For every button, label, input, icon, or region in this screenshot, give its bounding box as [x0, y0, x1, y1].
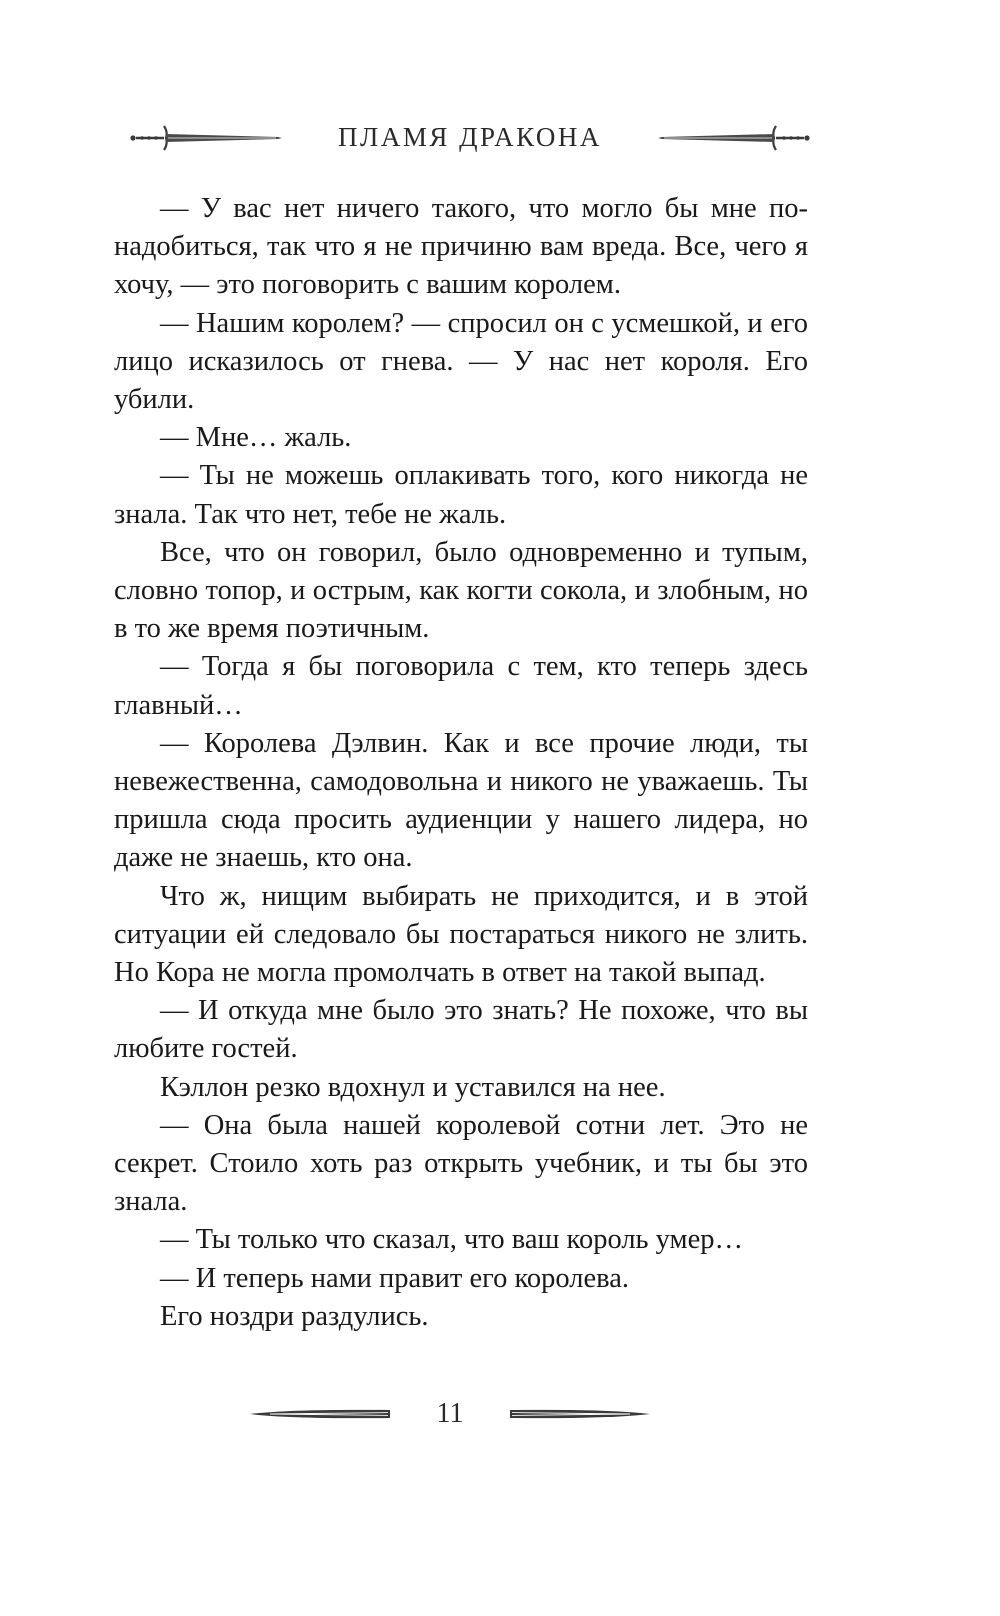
paragraph: Что ж, нищим выбирать не приходится, и в этой ситуации ей следовало бы постараться никого не злить. Но Кора не могла промолчать в ответ на такой выпад.: [114, 880, 808, 989]
paragraph: — Она была нашей королевой сотни лет. Это не секрет. Стоило хоть раз открыть учебник, и ты бы это знала.: [114, 1109, 808, 1218]
book-title: ПЛАМЯ ДРАКОНА: [338, 122, 602, 152]
running-header: [130, 118, 810, 158]
paragraph: — Ты не можешь оплакивать того, кого никогда не знала. Так что нет, тебе не жаль.: [114, 460, 808, 530]
page-number: 11: [436, 1398, 464, 1429]
paragraph: Кэллон резко вдохнул и уставился на нее.: [160, 1071, 666, 1103]
paragraph: — И откуда мне было это знать? Не похоже, что вы любите гостей.: [114, 995, 808, 1065]
paragraph: — Тогда я бы поговорила с тем, кто теперь здесь главный…: [114, 651, 808, 721]
sword-icon: [658, 118, 810, 158]
paragraph: — У вас нет ничего такого, что могло бы мне понадобиться, так что я не причиню вам вреда. Все, чего я хочу, — это поговорить с вашим королем.: [114, 193, 808, 301]
page-footer: [250, 1398, 650, 1434]
rule-ornament-icon: [510, 1406, 650, 1422]
paragraph: — И теперь нами правит его королева.: [160, 1262, 629, 1294]
paragraph: Его ноздри раздулись.: [160, 1300, 429, 1332]
paragraph: — Ты только что сказал, что ваш король умер…: [160, 1224, 743, 1256]
body-text: [114, 190, 808, 1336]
paragraph: — Мне… жаль.: [160, 422, 352, 454]
paragraph: — Нашим королем? — спросил он с усмешкой, и его лицо исказилось от гнева. — У нас нет короля. Его убили.: [114, 307, 808, 416]
paragraph: — Королева Дэлвин. Как и все прочие люди, ты невежественна, самодовольна и никого не уважаешь. Ты пришла сюда просить аудиенции у нашего лидера, но даже не знаешь, кто она.: [114, 727, 808, 874]
paragraph: Все, что он говорил, было одновременно и тупым, словно топор, и острым, как когти сокола, и злобным, но в то же время поэтичным.: [114, 536, 808, 645]
